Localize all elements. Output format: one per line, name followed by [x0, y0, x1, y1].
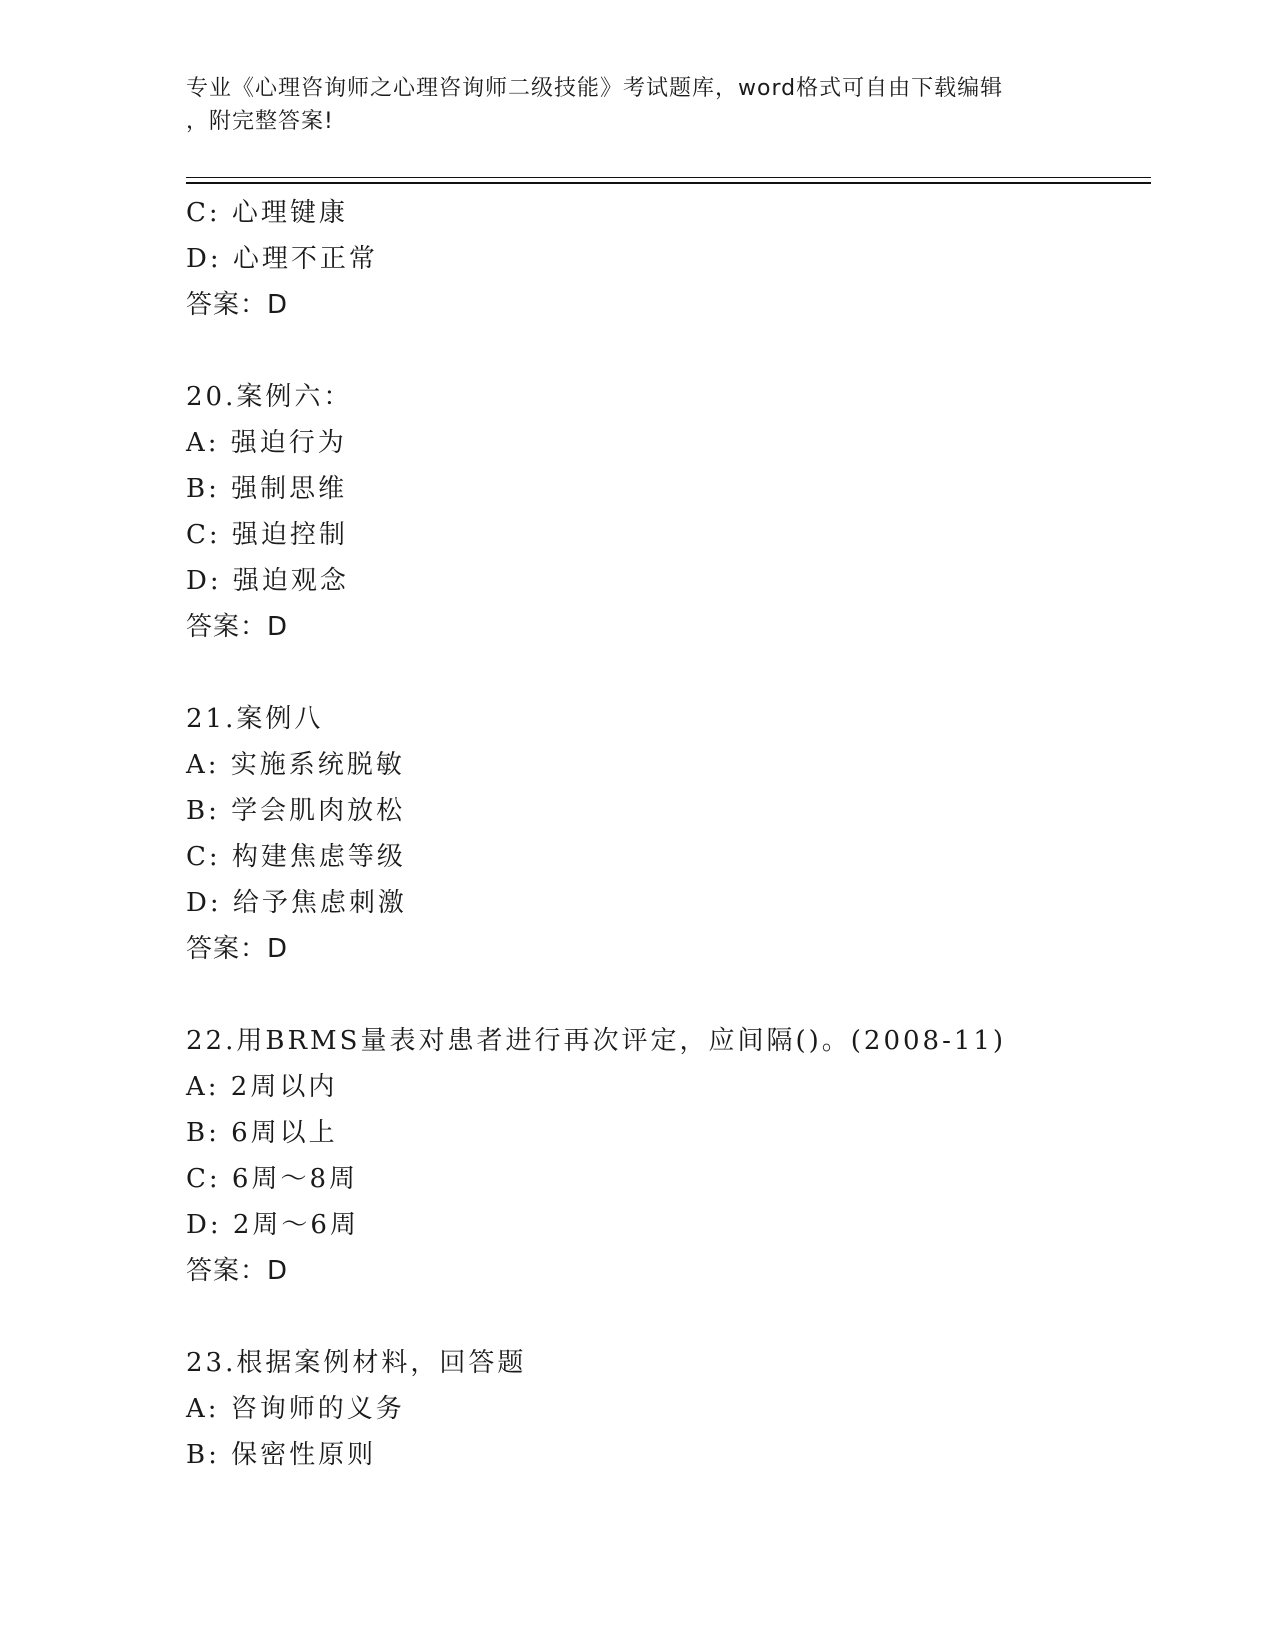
- option-c: C: 强迫控制: [186, 520, 348, 550]
- answer-line: 答案：D: [186, 290, 289, 320]
- option-d: D: 心理不正常: [186, 244, 378, 274]
- option-c: C: 心理键康: [186, 198, 348, 228]
- answer-line: 答案：D: [186, 1256, 289, 1286]
- question-20: 20.案例六：: [186, 382, 353, 412]
- option-a: A: 强迫行为: [186, 428, 347, 458]
- answer-line: 答案：D: [186, 612, 289, 642]
- question-list: [186, 190, 1146, 1478]
- option-a: A: 2周以内: [186, 1072, 338, 1102]
- option-a: A: 实施系统脱敏: [186, 750, 405, 780]
- option-b: B: 6周以上: [186, 1118, 338, 1148]
- spacer: [186, 650, 1146, 696]
- option-d: D: 2周～6周: [186, 1210, 359, 1240]
- question-23: 23.根据案例材料，回答题: [186, 1348, 527, 1378]
- header-divider-thin: [186, 177, 1151, 178]
- header-title-line1: 专业《心理咨询师之心理咨询师二级技能》考试题库，word格式可自由下载编辑: [186, 76, 1004, 101]
- option-c: C: 构建焦虑等级: [186, 842, 406, 872]
- header-title-line2: ，附完整答案!: [186, 109, 334, 134]
- header-divider-thick: [186, 182, 1151, 184]
- option-a: A: 咨询师的义务: [186, 1394, 405, 1424]
- question-21: 21.案例八: [186, 704, 324, 734]
- option-b: B: 学会肌肉放松: [186, 796, 406, 826]
- question-22: 22.用BRMS量表对患者进行再次评定，应间隔()。(2008-11): [186, 1026, 1007, 1056]
- answer-line: 答案：D: [186, 934, 289, 964]
- option-b: B: 强制思维: [186, 474, 348, 504]
- spacer: [186, 328, 1146, 374]
- spacer: [186, 972, 1146, 1018]
- option-d: D: 强迫观念: [186, 566, 349, 596]
- option-c: C: 6周～8周: [186, 1164, 359, 1194]
- page-header: [186, 72, 1066, 138]
- option-b: B: 保密性原则: [186, 1440, 377, 1470]
- option-d: D: 给予焦虑刺激: [186, 888, 407, 918]
- spacer: [186, 1294, 1146, 1340]
